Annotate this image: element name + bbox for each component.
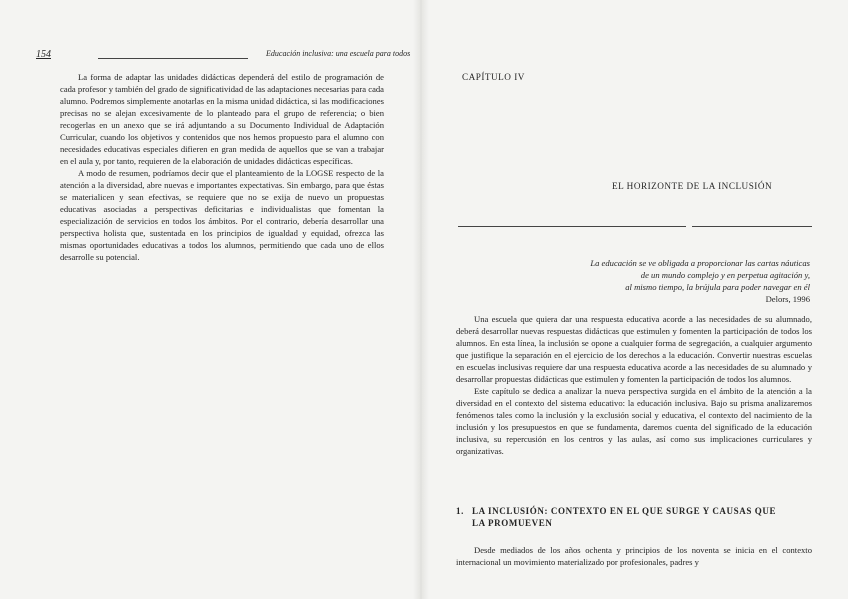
chapter-title: EL HORIZONTE DE LA INCLUSIÓN xyxy=(612,181,773,191)
epigraph-line: al mismo tiempo, la brújula para poder navegar en él xyxy=(625,282,810,292)
epigraph-line: de un mundo complejo y en perpetua agitación y, xyxy=(640,270,810,280)
section-title-line: LA PROMUEVEN xyxy=(472,518,553,528)
paragraph: Una escuela que quiera dar una respuesta educativa acorde a las necesidades de su alumnado, deberá desarrollar nuevas respuestas didácticas que estimulen y fomenten la participación de todos los alumnos. En esta línea, la inclusión se opone a cualquier forma de segregación, a cualquier argumento que justifique la separación en el ejercicio de los derechos a la educación. Convertir nuestras escuelas en escuelas inclusivas requiere dar una respuesta educativa acorde a las necesidades de su alumnado y desarrollar propuestas didácticas que estimulen y fomenten la participación de todos los alumnos. xyxy=(456,314,812,384)
right-page xyxy=(424,0,848,599)
header-rule xyxy=(98,58,248,59)
paragraph: A modo de resumen, podríamos decir que el planteamiento de la LOGSE respecto de la atención a la diversidad, abre nuevas e importantes expectativas. Sin embargo, para que éstas se materialicen y sean efectivas, se requiere que no se exija de nuevo un propuestas educativas asociadas a perspectivas deficitarias e individualistas que fomentan la especialización de servicios en todos los ámbitos. Por el contrario, debería desarrollar una perspectiva holista que, sustentada en los principios de igualdad y equidad, ofrezca las mismas oportunidades educativas a todos los alumnos, permitiendo que cada uno de ellos desarrolle su potencial. xyxy=(60,168,384,262)
epigraph-line: La educación se ve obligada a proporcionar las cartas náuticas xyxy=(590,258,810,268)
running-head: Educación inclusiva: una escuela para todos xyxy=(266,49,411,58)
title-rule-left xyxy=(458,226,686,227)
section-body-text xyxy=(456,544,812,568)
section-number: 1. xyxy=(456,506,464,516)
title-rule-right xyxy=(692,226,812,227)
paragraph: Este capítulo se dedica a analizar la nueva perspectiva surgida en el ámbito de la atención a la diversidad en el contexto del sistema educativo: la educación inclusiva. Bajo su prisma analizaremos fenómenos tales como la inclusión y la exclusión social y educativa, el contexto del nacimiento de la inclusión y los presupuestos en que se fundamenta, daremos cuenta del significado de la educación inclusiva, su repercusión en los centros y las aulas, así como sus implicaciones curriculares y organizativas. xyxy=(456,386,812,456)
paragraph: Desde mediados de los años ochenta y principios de los noventa se inicia en el contexto internacional un movimiento materializado por profesionales, padres y xyxy=(456,545,812,567)
section-heading xyxy=(456,505,812,529)
right-body-text xyxy=(456,313,812,457)
page-number: 154 xyxy=(36,49,51,60)
left-body-text xyxy=(60,71,384,263)
section-title-line: LA INCLUSIÓN: CONTEXTO EN EL QUE SURGE Y CAUSAS QUE xyxy=(472,506,777,516)
paragraph: La forma de adaptar las unidades didácticas dependerá del estilo de programación de cada profesor y también del grado de significatividad de las adaptaciones necesarias para cada alumno. Podremos simplemente anotarlas en la misma unidad didáctica, si las modificaciones precisas no se alejan excesivamente de lo planteado para el grupo de referencia; o bien recogerlas en un anexo que se irá adjuntando a su Documento Individual de Adaptación Curricular, cuando los objetivos y contenidos que nos hemos propuesto para el alumno con necesidades educativas especiales difieren en gran medida de aquellos que se van a trabajar en el aula y, por tanto, requieren de la elaboración de unidades didácticas específicas. xyxy=(60,72,384,166)
chapter-label: CAPÍTULO IV xyxy=(462,72,525,82)
page-header xyxy=(36,49,411,63)
epigraph xyxy=(528,257,810,305)
left-page xyxy=(0,0,420,599)
epigraph-source: Delors, 1996 xyxy=(765,294,810,304)
